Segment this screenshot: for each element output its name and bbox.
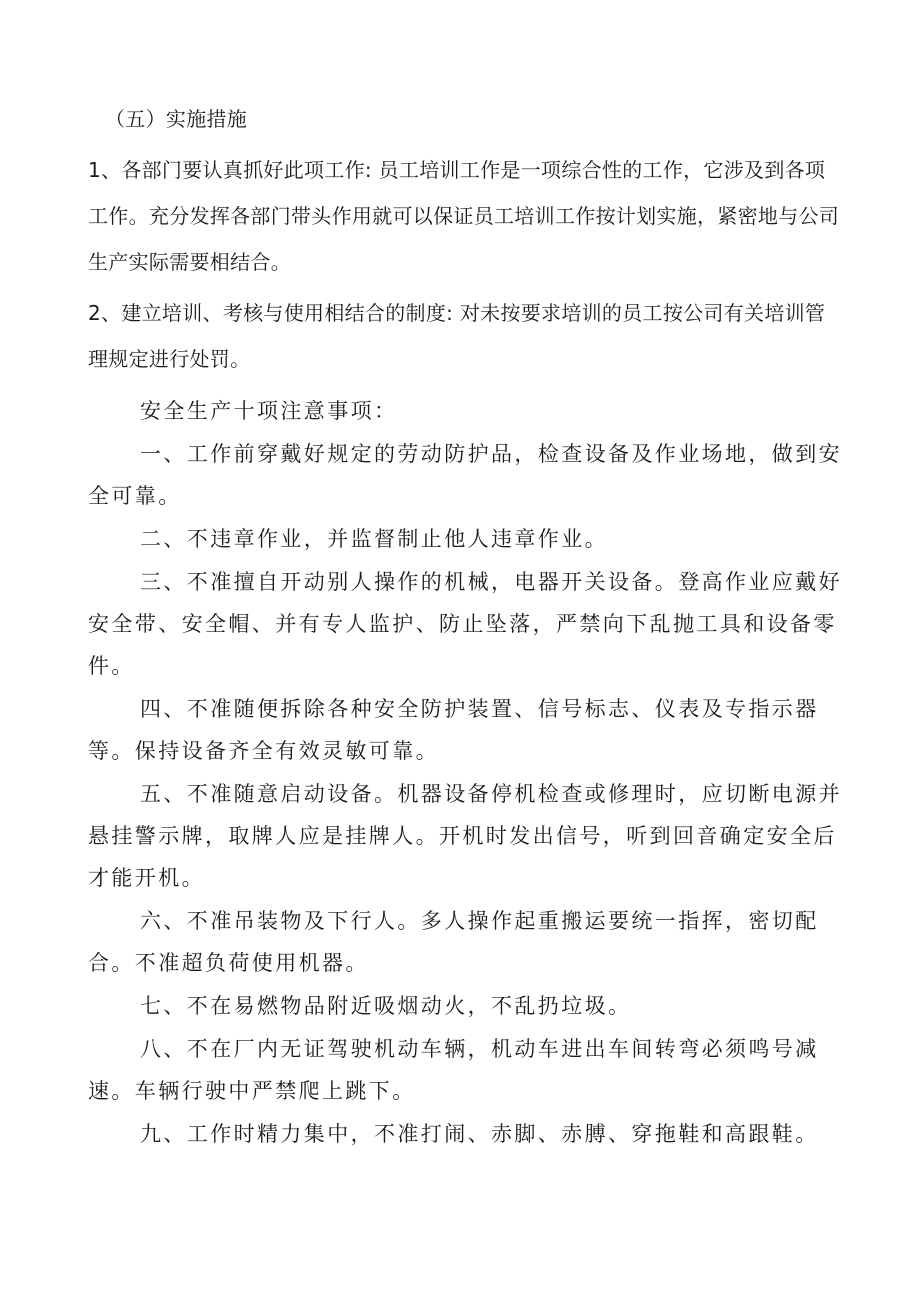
safety-notice-title: 安全生产十项注意事项： [140, 399, 398, 423]
section-heading: （五）实施措施 [105, 107, 248, 131]
safety-notice-section [88, 390, 843, 1156]
safety-item-1: 一、工作前穿戴好规定的劳动防护品，检查设备及作业场地，做到安全可靠。 [88, 442, 842, 508]
safety-item-9: 九、工作时精力集中，不准打闹、赤脚、赤膊、穿拖鞋和高跟鞋。 [140, 1122, 819, 1146]
safety-item-4: 四、不准随便拆除各种安全防护装置、信号标志、仪表及专指示器等。保持设备齐全有效灵敏可靠。 [88, 697, 819, 763]
safety-item-2: 二、不违章作业，并监督制止他人违章作业。 [140, 527, 608, 551]
measure-paragraph-1: 1、各部门要认真抓好此项工作: 员工培训工作是一项综合性的工作，它涉及到各项工作。充分发挥各部门带头作用就可以保证员工培训工作按计划实施，紧密地与公司生产实际需要相结合。 [88, 158, 840, 274]
measure-paragraph-2: 2、建立培训、考核与使用相结合的制度: 对未按要求培训的员工按公司有关培训管理规定进行处罚。 [88, 301, 826, 371]
safety-item-5: 五、不准随意启动设备。机器设备停机检查或修理时，应切断电源并悬挂警示牌，取牌人应是挂牌人。开机时发出信号，听到回音确定安全后才能开机。 [88, 782, 842, 890]
safety-item-6: 六、不准吊装物及下行人。多人操作起重搬运要统一指挥，密切配合。不准超负荷使用机器。 [88, 909, 819, 975]
safety-item-7: 七、不在易燃物品附近吸烟动火，不乱扔垃圾。 [140, 994, 632, 1018]
safety-item-8: 八、不在厂内无证驾驶机动车辆，机动车进出车间转弯必须鸣号减速。车辆行驶中严禁爬上跳下。 [88, 1037, 819, 1103]
safety-item-3: 三、不准擅自开动别人操作的机械，电器开关设备。登高作业应戴好安全带、安全帽、并有专人监护、防止坠落，严禁向下乱抛工具和设备零件。 [88, 570, 842, 678]
